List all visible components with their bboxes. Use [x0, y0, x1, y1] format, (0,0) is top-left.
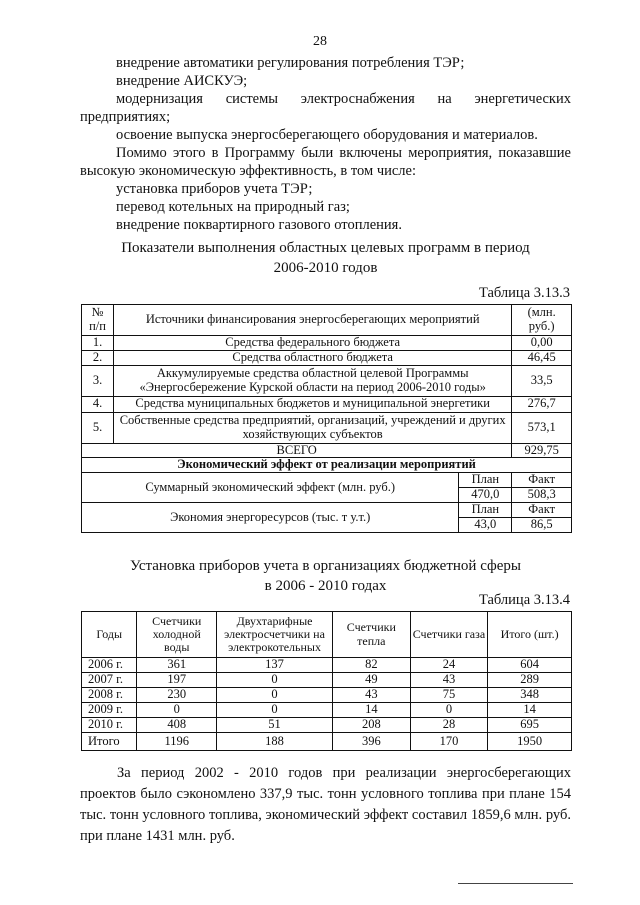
cell-year: 2010 г.: [82, 718, 137, 733]
row-text: Средства областного бюджета: [114, 350, 512, 365]
cell-value: 14: [333, 703, 411, 718]
meters-table: [81, 611, 572, 751]
section2-title-line2: в 2006 - 2010 годах: [264, 577, 387, 594]
list-item-askue: внедрение АИСКУЭ;: [116, 73, 248, 89]
effect-label: Экономия энергоресурсов (тыс. т у.т.): [82, 503, 459, 533]
row-value: 0,00: [512, 336, 572, 351]
table-row: [82, 412, 572, 443]
cell-value: 75: [410, 688, 488, 703]
table1-header-row: [82, 305, 572, 336]
header-gas: Счетчики газа: [410, 612, 488, 658]
effect-header-row: [82, 458, 572, 473]
cell-value: 0: [217, 703, 333, 718]
modernization-word: модернизация: [116, 91, 203, 107]
row-text: Средства федерального бюджета: [114, 336, 512, 351]
header-dual-tariff: Двухтарифные электросчетчики на электрокотельных: [217, 612, 333, 658]
cell-value: 695: [488, 718, 572, 733]
cell-value: 1950: [488, 733, 572, 751]
cell-value: 43: [333, 688, 411, 703]
modernization-word: на: [437, 91, 452, 107]
table-total-row: [82, 733, 572, 751]
cell-year: 2008 г.: [82, 688, 137, 703]
table-row: [82, 673, 572, 688]
section2-title-line1: Установка приборов учета в организациях бюджетной сферы: [130, 558, 521, 574]
row-text: Собственные средства предприятий, организаций, учреждений и других хозяйствующих субъектов: [114, 412, 512, 443]
cell-year: 2007 г.: [82, 673, 137, 688]
plan-value: 43,0: [459, 518, 512, 533]
header-heat: Счетчики тепла: [333, 612, 411, 658]
cell-value: 43: [410, 673, 488, 688]
header-num: № п/п: [82, 305, 114, 336]
cell-value: 49: [333, 673, 411, 688]
table2-header-row: [82, 612, 572, 658]
effect-row: [82, 473, 572, 488]
table-row: [82, 350, 572, 365]
list-item-meters: установка приборов учета ТЭР;: [116, 181, 313, 197]
program-para-line1: Помимо этого в Программу были включены мероприятия, показавшие: [116, 145, 571, 161]
effect-row: [82, 503, 572, 518]
table1-label: Таблица 3.13.3: [478, 285, 570, 301]
cell-year: 2009 г.: [82, 703, 137, 718]
list-item-automation: внедрение автоматики регулирования потребления ТЭР;: [116, 55, 465, 71]
cell-value: 28: [410, 718, 488, 733]
cell-value: 197: [137, 673, 217, 688]
row-value: 33,5: [512, 365, 572, 396]
table-row: [82, 688, 572, 703]
cell-value: 604: [488, 658, 572, 673]
table2-label: Таблица 3.13.4: [478, 592, 570, 608]
cell-value: 408: [137, 718, 217, 733]
fact-label: Факт: [512, 503, 572, 518]
cell-value: 348: [488, 688, 572, 703]
cell-value: 137: [217, 658, 333, 673]
modernization-line-2: предприятиях;: [80, 109, 171, 125]
row-text: Средства муниципальных бюджетов и муниципальной энергетики: [114, 396, 512, 412]
header-unit: (млн. руб.): [512, 305, 572, 336]
row-value: 573,1: [512, 412, 572, 443]
cell-value: 230: [137, 688, 217, 703]
modernization-word: системы: [225, 91, 279, 107]
cell-value: 0: [410, 703, 488, 718]
cell-value: 170: [410, 733, 488, 751]
row-value: 46,45: [512, 350, 572, 365]
row-text: Аккумулируемые средства областной целевой Программы «Энергосбережение Курской области на период 2006-2010 годы»: [114, 365, 512, 396]
table-row: [82, 718, 572, 733]
effect-header: Экономический эффект от реализации мероприятий: [82, 458, 572, 473]
section1-title-line2: 2006-2010 годов: [273, 259, 378, 276]
cell-value: 82: [333, 658, 411, 673]
cell-year: Итого: [82, 733, 137, 751]
row-num: 4.: [82, 396, 114, 412]
cell-value: 0: [217, 673, 333, 688]
cell-value: 289: [488, 673, 572, 688]
list-item-equipment: освоение выпуска энергосберегающего оборудования и материалов.: [116, 127, 538, 143]
row-value: 276,7: [512, 396, 572, 412]
cell-value: 396: [333, 733, 411, 751]
closing-paragraph: [80, 763, 571, 847]
total-value: 929,75: [512, 443, 572, 458]
section2-title: [80, 557, 571, 596]
plan-value: 470,0: [459, 488, 512, 503]
list-item-boilers: перевод котельных на природный газ;: [116, 199, 350, 215]
table-row: [82, 336, 572, 351]
effect-label: Суммарный экономический эффект (млн. руб.): [82, 473, 459, 503]
cell-year: 2006 г.: [82, 658, 137, 673]
plan-label: План: [459, 473, 512, 488]
plan-label: План: [459, 503, 512, 518]
row-num: 2.: [82, 350, 114, 365]
total-label: ВСЕГО: [82, 443, 512, 458]
cell-value: 51: [217, 718, 333, 733]
row-num: 3.: [82, 365, 114, 396]
section1-title-line1: Показатели выполнения областных целевых программ в период: [121, 240, 530, 256]
cell-value: 188: [217, 733, 333, 751]
section1-title: [80, 239, 571, 278]
closing-text: За период 2002 - 2010 годов при реализации энергосберегающих проектов было сэкономлено 337,9 тыс. тонн условного топлива при плане 154 тыс. тонн условного топлива, экономический эффект составил 1859,6 млн. руб. при плане 1431 млн. руб.: [80, 765, 571, 845]
row-num: 5.: [82, 412, 114, 443]
row-num: 1.: [82, 336, 114, 351]
header-source: Источники финансирования энергосберегающих мероприятий: [114, 305, 512, 336]
total-row: [82, 443, 572, 458]
cell-value: 0: [217, 688, 333, 703]
header-years: Годы: [82, 612, 137, 658]
fact-label: Факт: [512, 473, 572, 488]
financing-table: [81, 304, 572, 533]
header-total: Итого (шт.): [488, 612, 572, 658]
fact-value: 86,5: [512, 518, 572, 533]
program-para-line2: высокую экономическую эффективность, в том числе:: [80, 163, 417, 179]
fact-value: 508,3: [512, 488, 572, 503]
cell-value: 14: [488, 703, 572, 718]
cell-value: 208: [333, 718, 411, 733]
cell-value: 361: [137, 658, 217, 673]
list-item-gas-heating: внедрение поквартирного газового отопления.: [116, 217, 402, 233]
modernization-line: [116, 91, 571, 109]
table-row: [82, 396, 572, 412]
table-row: [82, 703, 572, 718]
table-row: [82, 365, 572, 396]
table-row: [82, 658, 572, 673]
cell-value: 0: [137, 703, 217, 718]
cell-value: 1196: [137, 733, 217, 751]
modernization-word: электроснабжения: [300, 91, 415, 107]
footer-rule: [458, 883, 573, 884]
modernization-word: энергетических: [474, 91, 571, 107]
header-cold-water: Счетчики холодной воды: [137, 612, 217, 658]
cell-value: 24: [410, 658, 488, 673]
page-number: 28: [313, 34, 327, 49]
